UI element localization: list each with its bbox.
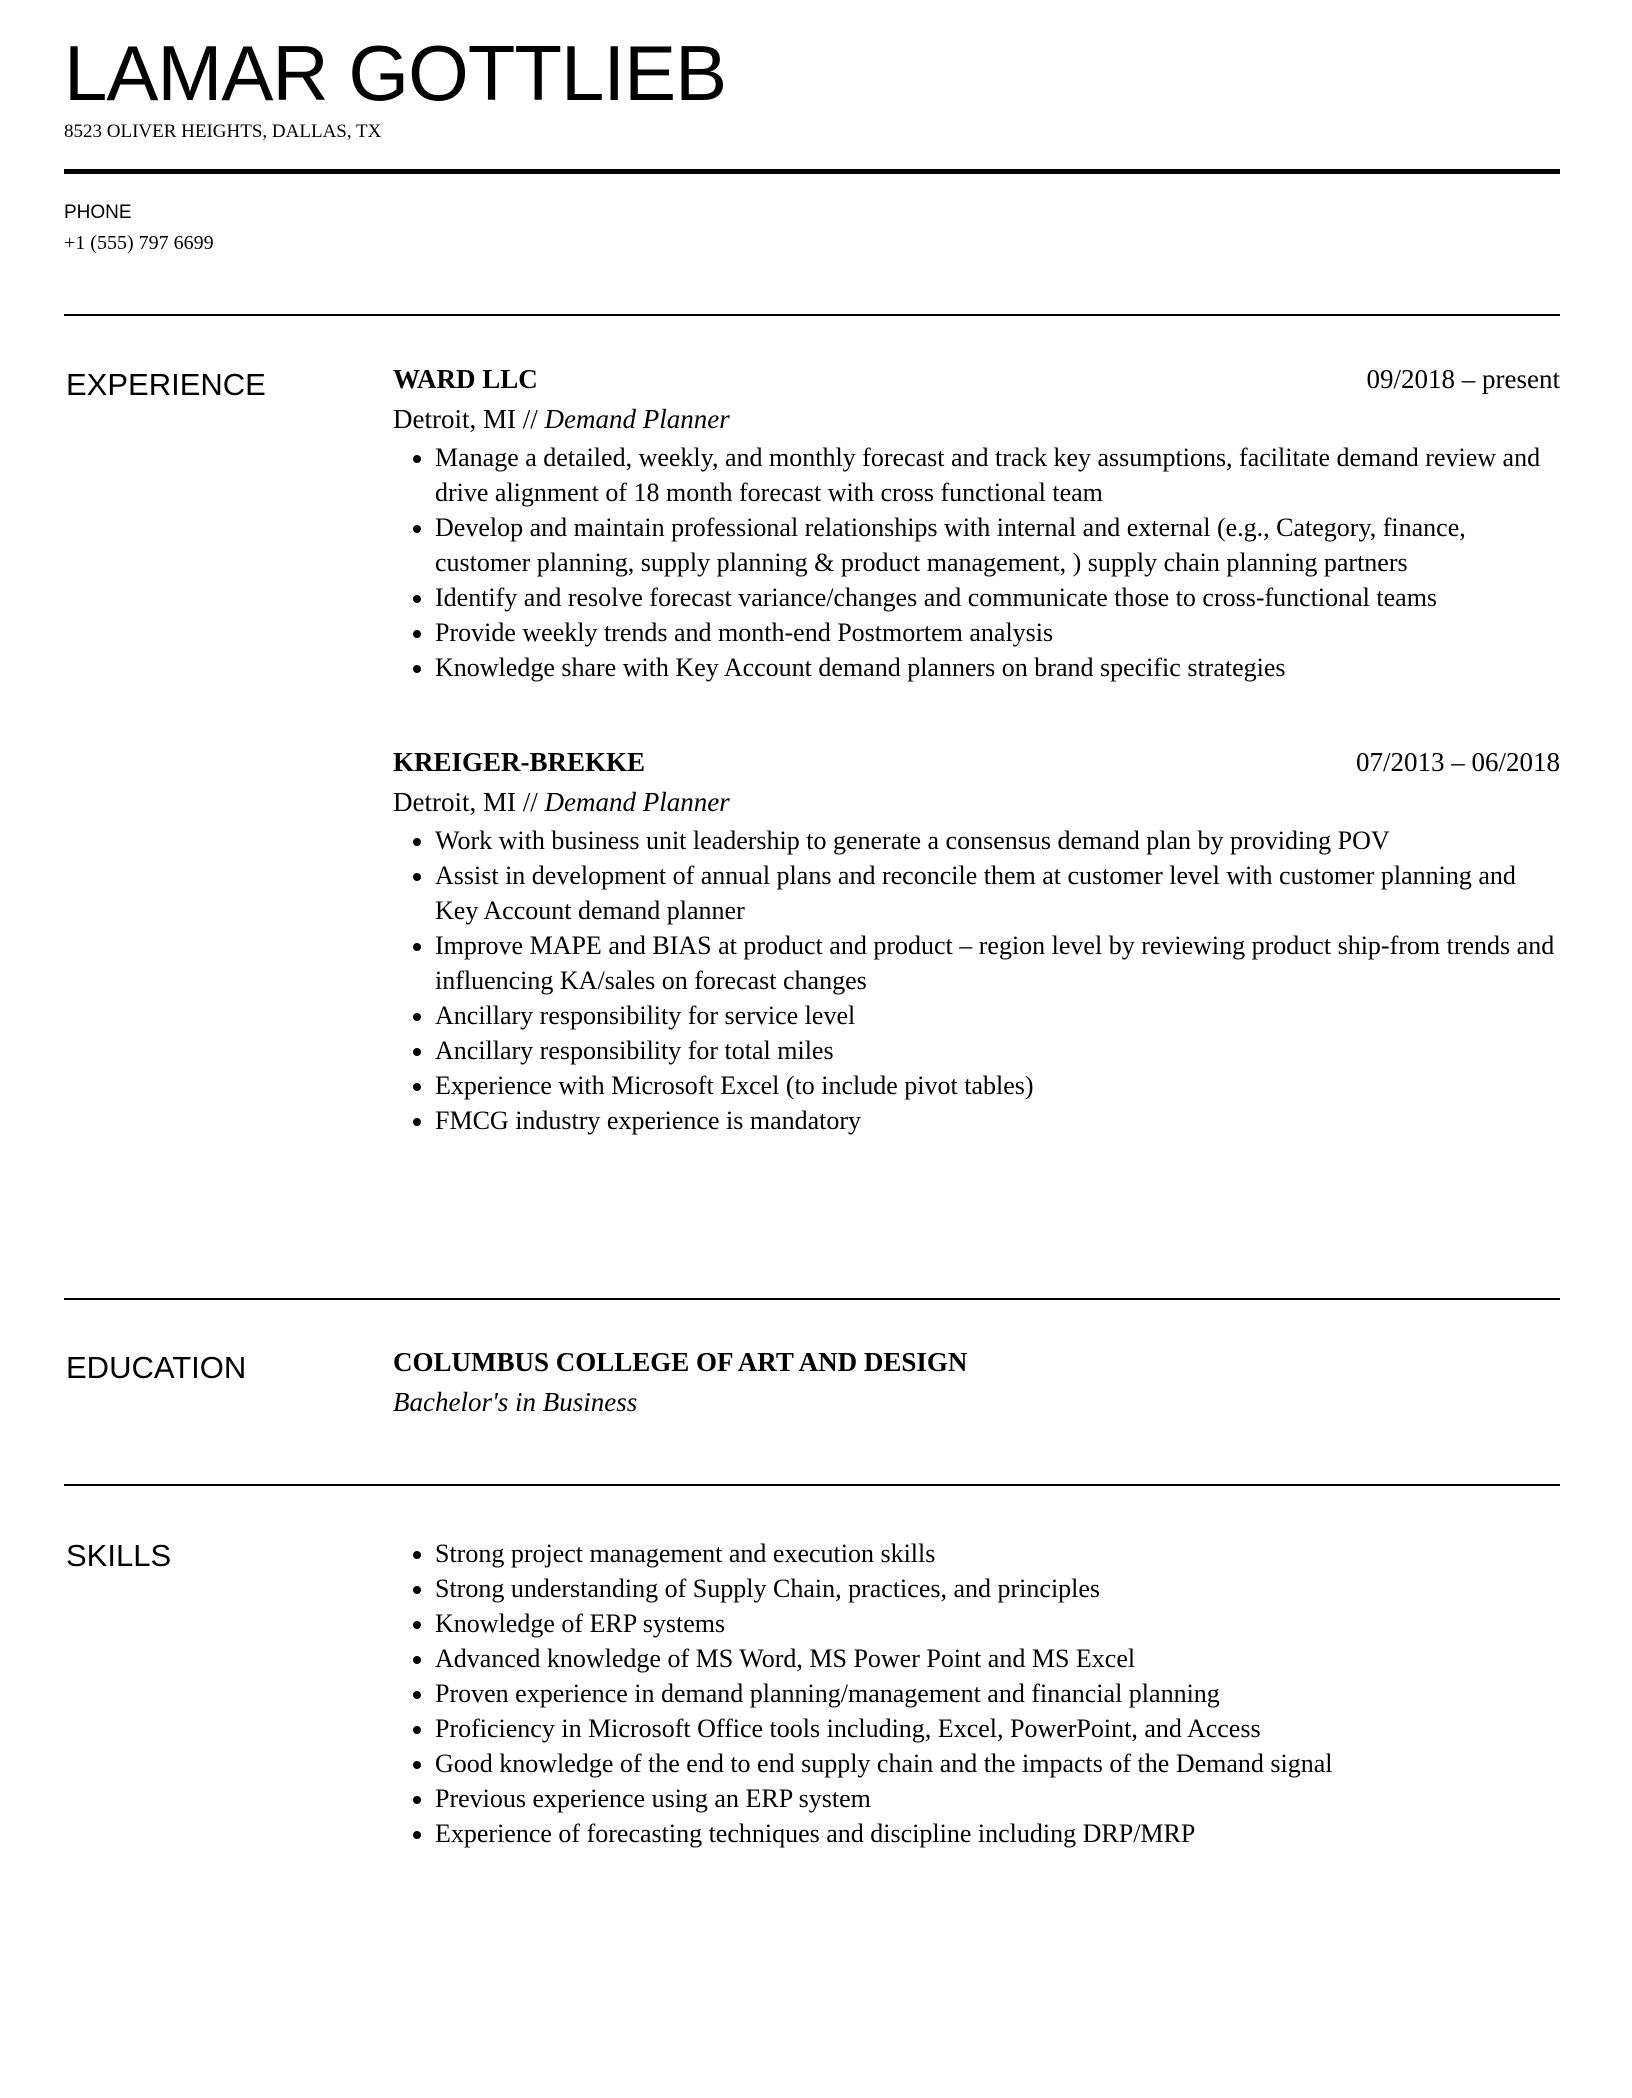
job-role: Demand Planner [544, 787, 730, 817]
list-item: • Experience with Microsoft Excel (to include pivot tables) [435, 1068, 1560, 1103]
header-divider [64, 169, 1560, 174]
company-name: KREIGER-BREKKE [393, 747, 646, 777]
education-section [393, 1345, 1560, 1423]
list-item: • FMCG industry experience is mandatory [435, 1103, 1560, 1138]
section-divider [64, 314, 1560, 316]
skill-item: • Proven experience in demand planning/management and financial planning [435, 1676, 1560, 1711]
section-divider [64, 1484, 1560, 1486]
degree: Bachelor's in Business [393, 1387, 638, 1417]
list-item: • Knowledge share with Key Account demand planners on brand specific strategies [435, 650, 1560, 685]
job-entry [393, 362, 1560, 685]
job-entry [393, 745, 1560, 1138]
skill-item: • Advanced knowledge of MS Word, MS Power Point and MS Excel [435, 1641, 1560, 1676]
job-dates: 07/2013 – 06/2018 [1355, 747, 1560, 777]
skill-item: • Previous experience using an ERP system [435, 1781, 1560, 1816]
skills-heading: SKILLS [66, 1538, 172, 1573]
school-name: COLUMBUS COLLEGE OF ART AND DESIGN [393, 1347, 968, 1377]
section-divider [64, 1298, 1560, 1300]
job-location: Detroit, MI [393, 404, 516, 434]
list-item: • Ancillary responsibility for total miles [435, 1033, 1560, 1068]
separator: // [515, 787, 545, 817]
skill-item: • Proficiency in Microsoft Office tools including, Excel, PowerPoint, and Access [435, 1711, 1560, 1746]
phone-label: PHONE [64, 202, 132, 223]
skills-section [393, 1536, 1560, 1851]
experience-heading: EXPERIENCE [66, 367, 266, 402]
list-item: • Assist in development of annual plans and reconcile them at customer level with customer planning and Key Account demand planner [435, 858, 1560, 928]
skill-item: • Good knowledge of the end to end supply chain and the impacts of the Demand signal [435, 1746, 1560, 1781]
job-bullets [393, 823, 1560, 1138]
job-bullets [393, 440, 1560, 685]
list-item: • Provide weekly trends and month-end Postmortem analysis [435, 615, 1560, 650]
skills-list [393, 1536, 1560, 1851]
job-dates: 09/2018 – present [1366, 364, 1560, 394]
separator: // [515, 404, 545, 434]
job-location: Detroit, MI [393, 787, 516, 817]
skill-item: • Experience of forecasting techniques and discipline including DRP/MRP [435, 1816, 1560, 1851]
list-item: • Work with business unit leadership to generate a consensus demand plan by providing POV [435, 823, 1560, 858]
company-name: WARD LLC [393, 364, 538, 394]
job-role: Demand Planner [544, 404, 730, 434]
list-item: • Develop and maintain professional relationships with internal and external (e.g., Category, finance, customer planning, supply planning & product management, ) supply chain planning partners [435, 510, 1560, 580]
skill-item: • Strong understanding of Supply Chain, practices, and principles [435, 1571, 1560, 1606]
skill-item: • Knowledge of ERP systems [435, 1606, 1560, 1641]
list-item: • Identify and resolve forecast variance/changes and communicate those to cross-functional teams [435, 580, 1560, 615]
address: 8523 OLIVER HEIGHTS, DALLAS, TX [64, 121, 382, 142]
list-item: • Improve MAPE and BIAS at product and product – region level by reviewing product ship-from trends and influencing KA/sales on forecast changes [435, 928, 1560, 998]
candidate-name: LAMAR GOTTLIEB [64, 29, 727, 117]
experience-section [393, 362, 1560, 1198]
list-item: • Ancillary responsibility for service level [435, 998, 1560, 1033]
education-heading: EDUCATION [66, 1350, 247, 1385]
phone-number: +1 (555) 797 6699 [64, 232, 214, 254]
skill-item: • Strong project management and execution skills [435, 1536, 1560, 1571]
list-item: • Manage a detailed, weekly, and monthly forecast and track key assumptions, facilitate demand review and drive alignment of 18 month forecast with cross functional team [435, 440, 1560, 510]
